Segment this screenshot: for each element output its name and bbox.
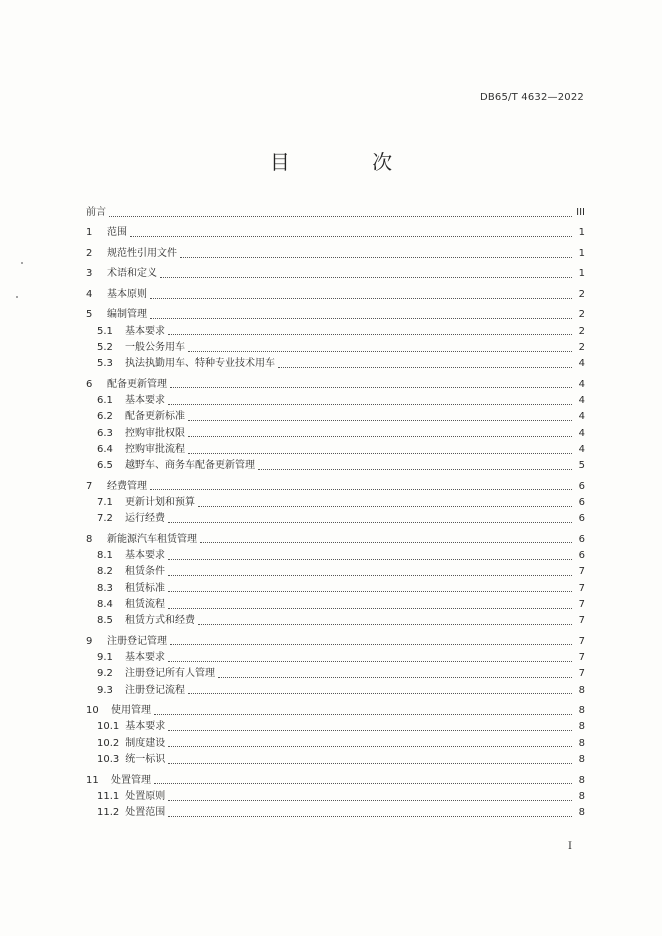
toc-entry-label: 范围 bbox=[107, 227, 127, 239]
toc-entry-label: 租赁条件 bbox=[125, 566, 165, 578]
dot-leader bbox=[154, 783, 572, 784]
toc-entry-label: 租赁标准 bbox=[125, 582, 165, 594]
toc-entry-page: 7 bbox=[578, 566, 585, 578]
toc-entry-number: 6 bbox=[86, 378, 93, 390]
toc-entry-page: 7 bbox=[578, 599, 585, 611]
toc-entry-page: 7 bbox=[578, 652, 585, 664]
toc-entry-page: 8 bbox=[578, 790, 585, 802]
dot-leader bbox=[168, 575, 572, 576]
toc-entry-number: 11.1 bbox=[97, 790, 120, 802]
toc-subentry[interactable] bbox=[86, 613, 585, 629]
toc-entry[interactable] bbox=[86, 205, 585, 221]
toc-entry-number: 2 bbox=[86, 247, 93, 259]
dot-leader bbox=[198, 624, 572, 625]
toc-entry-label: 基本要求 bbox=[125, 652, 165, 664]
toc-entry[interactable] bbox=[86, 773, 585, 789]
toc-subentry[interactable] bbox=[86, 805, 585, 821]
toc-entry-page: 4 bbox=[578, 395, 585, 407]
toc-entry-label: 前言 bbox=[86, 207, 106, 218]
toc-entry-number: 5.1 bbox=[97, 325, 113, 337]
document-code: DB65/T 4632—2022 bbox=[479, 92, 584, 103]
toc-subentry[interactable] bbox=[86, 495, 585, 511]
toc-entry-page: 7 bbox=[578, 635, 585, 647]
toc-entry-label: 控购审批流程 bbox=[125, 443, 185, 455]
toc-entry-label: 注册登记所有人管理 bbox=[125, 668, 215, 680]
toc-entry-page: 4 bbox=[578, 358, 585, 370]
toc-subentry[interactable] bbox=[86, 426, 585, 442]
dot-leader bbox=[168, 730, 572, 731]
toc-entry-label: 基本要求 bbox=[125, 395, 165, 407]
toc-entry-number: 6.3 bbox=[97, 427, 113, 439]
toc-entry-number: 6.1 bbox=[97, 395, 113, 407]
toc-entry-page: 6 bbox=[578, 497, 585, 509]
toc-entry-page: 4 bbox=[578, 411, 585, 423]
table-of-contents bbox=[86, 205, 585, 821]
toc-entry[interactable] bbox=[86, 532, 585, 548]
toc-entry-label: 基本要求 bbox=[125, 325, 165, 337]
toc-entry-label: 注册登记流程 bbox=[125, 684, 185, 696]
toc-entry-number: 5.2 bbox=[97, 342, 113, 354]
dot-leader bbox=[168, 816, 572, 817]
toc-subentry[interactable] bbox=[86, 597, 585, 613]
toc-entry-label: 新能源汽车租赁管理 bbox=[107, 533, 197, 545]
toc-subentry[interactable] bbox=[86, 736, 585, 752]
toc-entry-page: 7 bbox=[578, 582, 585, 594]
toc-subentry[interactable] bbox=[86, 442, 585, 458]
dot-leader bbox=[168, 404, 572, 405]
dot-leader bbox=[188, 693, 572, 694]
dot-leader bbox=[150, 318, 572, 319]
toc-entry-label: 处置原则 bbox=[125, 790, 166, 802]
toc-entry-label: 基本原则 bbox=[107, 288, 147, 300]
toc-entry[interactable] bbox=[86, 703, 585, 719]
dot-leader bbox=[170, 387, 572, 388]
dot-leader bbox=[168, 763, 572, 764]
toc-entry-label: 统一标识 bbox=[125, 754, 166, 766]
toc-entry-number: 9 bbox=[86, 635, 93, 647]
toc-entry-label: 一般公务用车 bbox=[125, 342, 185, 354]
toc-entry-number: 9.2 bbox=[97, 668, 113, 680]
toc-entry-number: 4 bbox=[86, 288, 93, 300]
scan-speck bbox=[16, 296, 18, 298]
toc-entry-label: 租赁方式和经费 bbox=[125, 615, 195, 627]
toc-entry-page: 4 bbox=[578, 378, 585, 390]
page-number: I bbox=[568, 841, 572, 852]
toc-entry-label: 处置管理 bbox=[111, 774, 151, 786]
toc-subentry[interactable] bbox=[86, 511, 585, 527]
toc-subentry[interactable] bbox=[86, 324, 585, 340]
toc-entry-page: 8 bbox=[578, 754, 585, 766]
toc-entry-page: 6 bbox=[578, 513, 585, 525]
toc-entry-number: 6.4 bbox=[97, 443, 113, 455]
dot-leader bbox=[218, 677, 572, 678]
toc-entry-label: 配备更新管理 bbox=[107, 378, 167, 390]
toc-entry-number: 10.3 bbox=[97, 754, 120, 766]
toc-subentry[interactable] bbox=[86, 458, 585, 474]
page-title: 目 次 bbox=[269, 150, 431, 174]
toc-entry-number: 8.4 bbox=[97, 599, 113, 611]
dot-leader bbox=[168, 661, 572, 662]
toc-entry-page: 2 bbox=[578, 342, 585, 354]
toc-entry-page: 2 bbox=[578, 288, 585, 300]
scan-speck bbox=[21, 262, 23, 264]
toc-subentry[interactable] bbox=[86, 752, 585, 768]
toc-subentry[interactable] bbox=[86, 666, 585, 682]
toc-entry-number: 3 bbox=[86, 268, 93, 280]
toc-entry-label: 越野车、商务车配备更新管理 bbox=[125, 460, 255, 472]
dot-leader bbox=[168, 559, 572, 560]
toc-entry-page: 7 bbox=[578, 615, 585, 627]
toc-entry[interactable] bbox=[86, 377, 585, 393]
toc-entry-page: 6 bbox=[578, 533, 585, 545]
toc-entry-label: 控购审批权限 bbox=[125, 427, 185, 439]
dot-leader bbox=[198, 506, 572, 507]
toc-entry-label: 基本要求 bbox=[125, 550, 165, 562]
dot-leader bbox=[154, 714, 572, 715]
toc-entry-number: 1 bbox=[86, 227, 93, 239]
toc-entry-label: 经费管理 bbox=[107, 480, 147, 492]
toc-entry[interactable] bbox=[86, 634, 585, 650]
dot-leader bbox=[168, 800, 572, 801]
toc-entry[interactable] bbox=[86, 225, 585, 241]
toc-entry-number: 11 bbox=[86, 774, 99, 786]
toc-entry-number: 6.5 bbox=[97, 460, 113, 472]
dot-leader bbox=[200, 542, 572, 543]
toc-subentry[interactable] bbox=[86, 393, 585, 409]
toc-entry-number: 8.1 bbox=[97, 550, 113, 562]
toc-entry-page: III bbox=[576, 207, 585, 218]
toc-entry-page: 5 bbox=[578, 460, 585, 472]
toc-entry-number: 7.2 bbox=[97, 513, 113, 525]
toc-subentry[interactable] bbox=[86, 409, 585, 425]
dot-leader bbox=[188, 453, 572, 454]
toc-entry-page: 2 bbox=[578, 309, 585, 321]
toc-entry-number: 10.2 bbox=[97, 737, 120, 749]
dot-leader bbox=[130, 236, 572, 237]
toc-subentry[interactable] bbox=[86, 564, 585, 580]
toc-entry-label: 执法执勤用车、特种专业技术用车 bbox=[125, 358, 275, 370]
toc-entry-label: 运行经费 bbox=[125, 513, 165, 525]
toc-entry-label: 术语和定义 bbox=[107, 268, 157, 280]
toc-entry-number: 8.2 bbox=[97, 566, 113, 578]
dot-leader bbox=[168, 746, 572, 747]
toc-entry-page: 8 bbox=[578, 774, 585, 786]
toc-entry-page: 1 bbox=[578, 268, 585, 280]
toc-entry-page: 8 bbox=[578, 737, 585, 749]
dot-leader bbox=[258, 469, 572, 470]
toc-entry-number: 10 bbox=[86, 705, 99, 717]
toc-subentry[interactable] bbox=[86, 340, 585, 356]
dot-leader bbox=[168, 334, 572, 335]
dot-leader bbox=[170, 644, 572, 645]
toc-entry-page: 8 bbox=[578, 721, 585, 733]
toc-entry[interactable] bbox=[86, 307, 585, 323]
dot-leader bbox=[188, 351, 572, 352]
toc-entry-number: 8.5 bbox=[97, 615, 113, 627]
dot-leader bbox=[278, 367, 572, 368]
toc-entry-page: 7 bbox=[578, 668, 585, 680]
toc-entry-number: 8.3 bbox=[97, 582, 113, 594]
toc-entry-number: 7 bbox=[86, 480, 93, 492]
toc-subentry[interactable] bbox=[86, 548, 585, 564]
dot-leader bbox=[168, 591, 572, 592]
dot-leader bbox=[150, 489, 572, 490]
dot-leader bbox=[168, 522, 572, 523]
toc-entry[interactable] bbox=[86, 287, 585, 303]
toc-entry-number: 9.1 bbox=[97, 652, 113, 664]
toc-entry-label: 配备更新标准 bbox=[125, 411, 185, 423]
toc-entry-label: 规范性引用文件 bbox=[107, 247, 177, 259]
toc-entry-label: 使用管理 bbox=[111, 705, 151, 717]
toc-entry-label: 制度建设 bbox=[125, 737, 166, 749]
toc-entry-page: 4 bbox=[578, 427, 585, 439]
dot-leader bbox=[150, 298, 572, 299]
toc-entry-number: 8 bbox=[86, 533, 93, 545]
toc-subentry[interactable] bbox=[86, 581, 585, 597]
toc-entry-label: 租赁流程 bbox=[125, 599, 165, 611]
toc-entry-page: 4 bbox=[578, 443, 585, 455]
dot-leader bbox=[188, 420, 572, 421]
toc-entry-page: 6 bbox=[578, 550, 585, 562]
dot-leader bbox=[188, 436, 572, 437]
dot-leader bbox=[180, 257, 572, 258]
toc-entry-page: 8 bbox=[578, 705, 585, 717]
toc-subentry[interactable] bbox=[86, 789, 585, 805]
toc-entry-number: 10.1 bbox=[97, 721, 120, 733]
toc-entry-number: 6.2 bbox=[97, 411, 113, 423]
toc-subentry[interactable] bbox=[86, 719, 585, 735]
toc-entry-label: 处置范围 bbox=[125, 807, 166, 819]
toc-subentry[interactable] bbox=[86, 683, 585, 699]
toc-entry[interactable] bbox=[86, 246, 585, 262]
toc-entry-number: 5 bbox=[86, 309, 93, 321]
toc-subentry[interactable] bbox=[86, 356, 585, 372]
toc-entry-page: 8 bbox=[578, 807, 585, 819]
toc-entry[interactable] bbox=[86, 479, 585, 495]
toc-entry-number: 9.3 bbox=[97, 684, 113, 696]
toc-entry-label: 更新计划和预算 bbox=[125, 497, 195, 509]
toc-entry-page: 8 bbox=[578, 684, 585, 696]
toc-entry-label: 基本要求 bbox=[125, 721, 166, 733]
toc-entry-label: 编制管理 bbox=[107, 309, 147, 321]
toc-entry-page: 1 bbox=[578, 247, 585, 259]
toc-entry-page: 2 bbox=[578, 325, 585, 337]
toc-entry-number: 11.2 bbox=[97, 807, 120, 819]
toc-subentry[interactable] bbox=[86, 650, 585, 666]
dot-leader bbox=[168, 608, 572, 609]
dot-leader bbox=[160, 277, 572, 278]
toc-entry-label: 注册登记管理 bbox=[107, 635, 167, 647]
toc-entry-number: 7.1 bbox=[97, 497, 113, 509]
toc-entry[interactable] bbox=[86, 266, 585, 282]
toc-entry-page: 6 bbox=[578, 480, 585, 492]
toc-entry-page: 1 bbox=[578, 227, 585, 239]
toc-entry-number: 5.3 bbox=[97, 358, 113, 370]
dot-leader bbox=[109, 216, 572, 217]
